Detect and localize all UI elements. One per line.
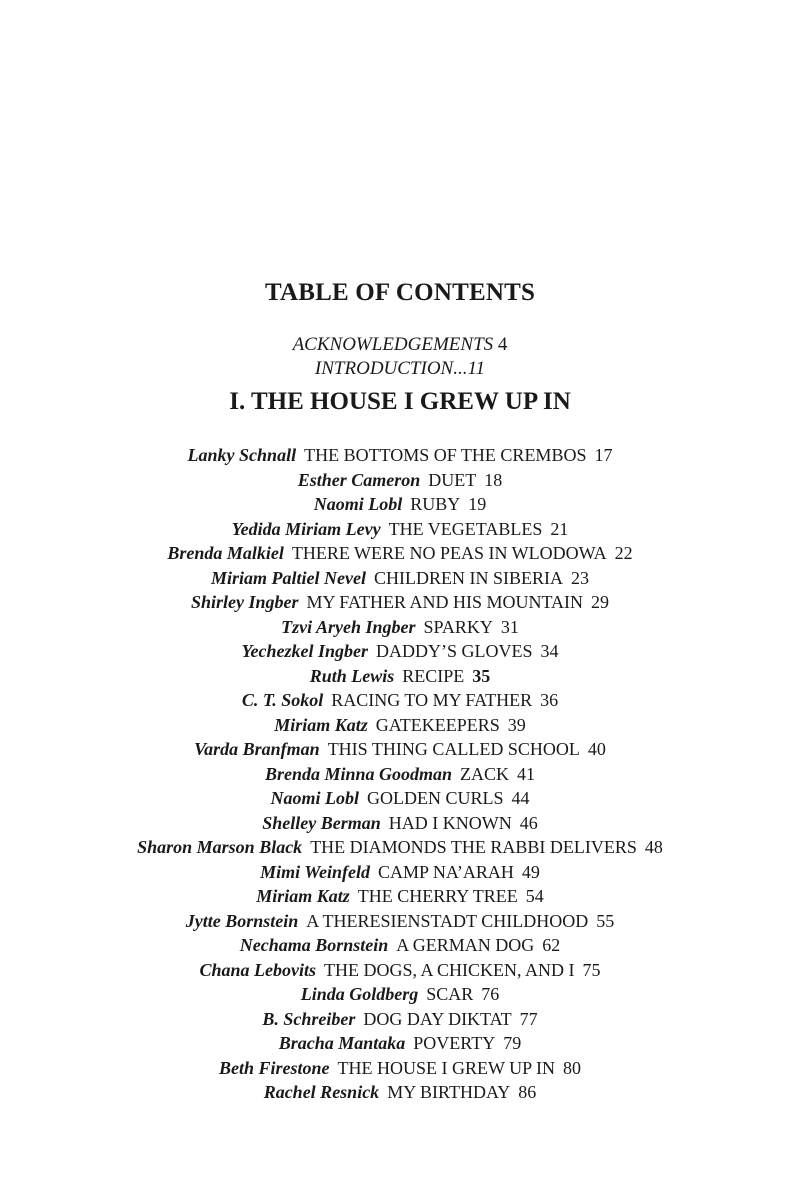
toc-entry [0,909,800,934]
entry-page-number: 41 [517,763,536,784]
entry-author: Beth Firestone [218,1057,330,1078]
entry-author: Lanky Schnall [187,445,297,465]
toc-entry [0,811,800,836]
entry-title: RACING TO MY FATHER [331,690,533,710]
entry-title: RUBY [410,494,461,514]
toc-entry [0,982,800,1007]
entry-title: GATEKEEPERS [375,714,500,735]
front-matter-item-acknowledgements [0,333,800,357]
entry-page-number: 46 [519,812,538,833]
entry-page-number: 40 [587,739,606,759]
entry-title: GOLDEN CURLS [366,788,504,808]
entry-page-number: 77 [519,1008,538,1029]
entry-title: THE DOGS, A CHICKEN, AND I [324,959,575,980]
entry-page-number: 31 [500,616,519,637]
entry-title: SPARKY [423,616,493,637]
entry-title: THE BOTTOMS OF THE CREMBOS [304,445,587,465]
entry-title: THE HOUSE I GREW UP IN [337,1057,555,1078]
entry-author: Nechama Bornstein [239,935,389,955]
entry-author: Naomi Lobl [270,788,359,808]
entry-author: Miriam Katz [256,886,350,906]
entry-author: Sharon Marson Black [137,837,303,857]
entry-title: HAD I KNOWN [388,812,512,833]
toc-entry [0,1080,800,1105]
entry-page-number: 22 [614,543,633,563]
entry-title: CAMP NA’ARAH [377,861,514,882]
section-title: I. THE HOUSE I GREW UP IN [229,388,571,415]
entry-title: THE VEGETABLES [388,518,543,539]
toc-entry [0,688,800,713]
entry-title: DUET [428,469,477,490]
toc-entry [0,492,800,517]
toc-entry [0,664,800,689]
entry-author: Mimi Weinfeld [260,861,370,882]
entry-page-number: 76 [481,984,500,1004]
toc-entry [0,933,800,958]
entry-page-number: 39 [507,714,526,735]
entry-page-number: 35 [472,665,491,686]
entry-author: Bracha Mantaka [278,1033,406,1053]
toc-entry [0,713,800,738]
entry-author: Chana Lebovits [199,959,316,980]
toc-entry [0,566,800,591]
entry-title: SCAR [426,984,474,1004]
front-matter-page: 4 [497,334,508,355]
entry-title: THERE WERE NO PEAS IN WLODOWA [291,543,607,563]
toc-entry [0,517,800,542]
entry-author: Miriam Katz [274,714,368,735]
toc-entry [0,1031,800,1056]
toc-entry [0,835,800,860]
toc-entry [0,958,800,983]
toc-entry [0,762,800,787]
entry-title: MY FATHER AND HIS MOUNTAIN [306,592,584,612]
toc-entry [0,884,800,909]
entry-author: Brenda Malkiel [167,543,284,563]
entry-author: B. Schreiber [262,1008,356,1029]
entry-author: Esther Cameron [297,469,421,490]
entry-page-number: 80 [563,1057,581,1078]
entry-author: Naomi Lobl [313,494,403,514]
entry-page-number: 21 [550,518,569,539]
toc-entry [0,786,800,811]
entry-title: A GERMAN DOG [396,935,535,955]
toc-entry [0,860,800,885]
entry-title: A THERESIENSTADT CHILDHOOD [306,910,589,931]
entry-title: DOG DAY DIKTAT [363,1008,512,1029]
entry-page-number: 23 [570,567,589,588]
toc-title: TABLE OF CONTENTS [264,279,536,306]
entry-author: Ruth Lewis [309,665,395,686]
entry-page-number: 75 [582,959,601,980]
front-matter-title: ACKNOWLEDGEMENTS [292,334,494,355]
entry-author: Varda Branfman [194,739,320,759]
entry-title: THE DIAMONDS THE RABBI DELIVERS [310,837,637,857]
toc-entry [0,468,800,493]
entry-page-number: 19 [468,494,487,514]
front-matter [0,333,800,381]
entry-page-number: 17 [594,445,613,465]
entry-title: THIS THING CALLED SCHOOL [327,739,580,759]
entry-author: Brenda Minna Goodman [264,763,453,784]
entry-author: Jytte Bornstein [185,910,299,931]
entry-title: THE CHERRY TREE [357,886,518,906]
toc-entry [0,639,800,664]
entry-page-number: 29 [591,592,610,612]
toc-entry [0,443,800,468]
entry-title: CHILDREN IN SIBERIA [373,567,563,588]
toc-entry [0,590,800,615]
entry-title: ZACK [460,763,510,784]
entry-author: C. T. Sokol [241,690,324,710]
entry-author: Rachel Resnick [263,1082,380,1102]
front-matter-title: INTRODUCTION...11 [314,358,486,379]
entry-author: Shirley Ingber [190,592,299,612]
entry-title: MY BIRTHDAY [387,1082,511,1102]
toc-entry [0,1056,800,1081]
entry-page-number: 36 [540,690,559,710]
toc-entry [0,1007,800,1032]
entry-page-number: 79 [503,1033,522,1053]
entry-page-number: 18 [484,469,503,490]
entry-page-number: 44 [511,788,530,808]
toc-entry [0,541,800,566]
entry-author: Tzvi Aryeh Ingber [281,616,416,637]
front-matter-item-introduction [0,357,800,381]
entry-page-number: 34 [540,641,559,661]
entry-title: RECIPE [402,665,465,686]
entries-list [0,443,800,1105]
entry-author: Yechezkel Ingber [241,641,368,661]
entry-author: Miriam Paltiel Nevel [211,567,366,588]
entry-page-number: 62 [542,935,561,955]
entry-title: POVERTY [413,1033,496,1053]
toc-entry [0,737,800,762]
entry-page-number: 86 [518,1082,537,1102]
entry-author: Linda Goldberg [300,984,419,1004]
entry-page-number: 55 [596,910,615,931]
entry-author: Shelley Berman [262,812,381,833]
entry-author: Yedida Miriam Levy [231,518,381,539]
entry-page-number: 48 [644,837,663,857]
entry-page-number: 54 [525,886,544,906]
toc-entry [0,615,800,640]
entry-page-number: 49 [521,861,540,882]
entry-title: DADDY’S GLOVES [375,641,533,661]
